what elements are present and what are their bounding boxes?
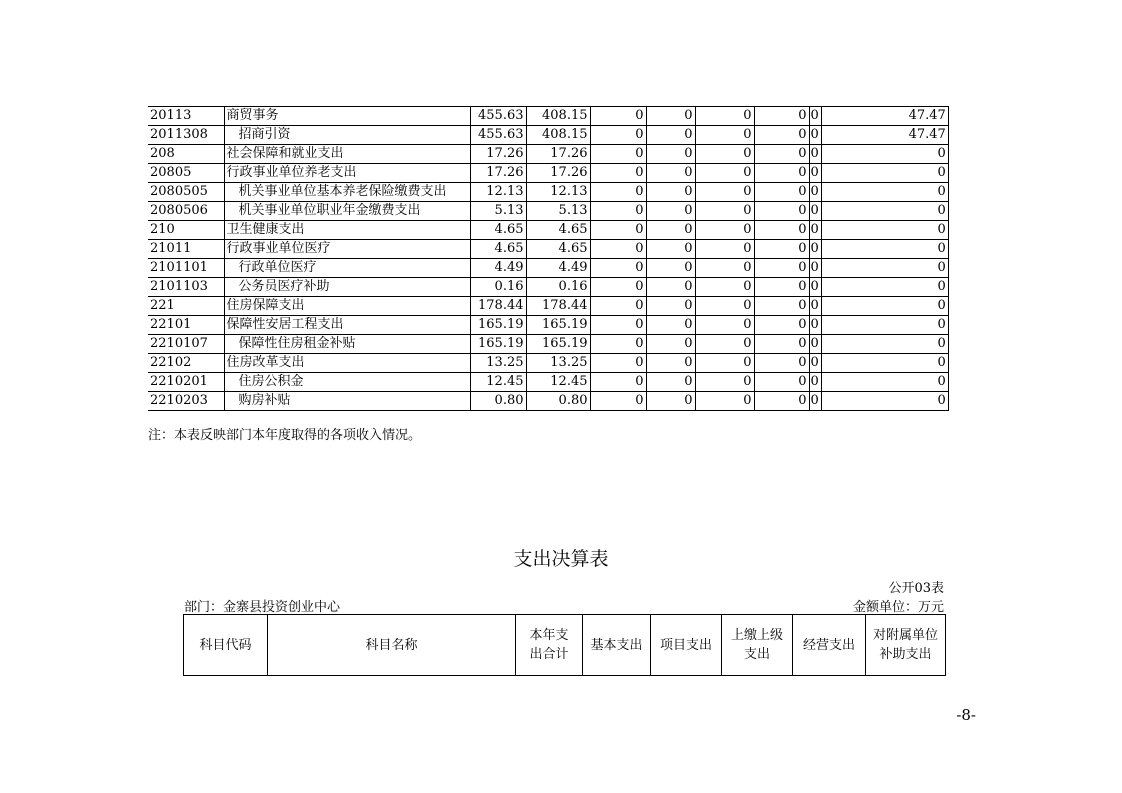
table-note: 注：本表反映部门本年度取得的各项收入情况。 xyxy=(148,428,422,443)
value-cell: 0 xyxy=(646,297,695,316)
value-cell: 12.13 xyxy=(470,183,526,202)
value-cell: 0.16 xyxy=(470,278,526,297)
value-cell: 0 xyxy=(695,107,754,126)
header-affiliate-text: 对附属单位补助支出 xyxy=(872,628,938,662)
value-cell: 0 xyxy=(821,202,948,221)
page-title: 支出决算表 xyxy=(513,548,609,570)
value-cell: 0 xyxy=(590,335,646,354)
value-cell: 0 xyxy=(646,107,695,126)
value-cell: 0.16 xyxy=(526,278,590,297)
value-cell: 0 xyxy=(590,354,646,373)
value-cell: 0 xyxy=(821,164,948,183)
subject-name-cell: 招商引资 xyxy=(224,126,470,145)
value-cell: 0 xyxy=(754,107,809,126)
amount-unit-label: 金额单位：万元 xyxy=(852,600,944,615)
value-cell: 0 xyxy=(590,126,646,145)
expenditure-table xyxy=(183,614,946,676)
table-row xyxy=(148,183,948,202)
table-row xyxy=(148,278,948,297)
header-superior-payment xyxy=(722,615,793,676)
value-cell: 455.63 xyxy=(470,126,526,145)
value-cell: 5.13 xyxy=(526,202,590,221)
subject-name-cell: 购房补贴 xyxy=(224,392,470,411)
subject-name-cell: 机关事业单位基本养老保险缴费支出 xyxy=(224,183,470,202)
subject-code-cell: 2210107 xyxy=(148,335,224,354)
subject-name-cell: 卫生健康支出 xyxy=(224,221,470,240)
table-row xyxy=(148,145,948,164)
table-row xyxy=(148,373,948,392)
value-cell: 0 xyxy=(809,316,821,335)
value-cell: 0 xyxy=(590,259,646,278)
table-row xyxy=(148,316,948,335)
value-cell: 17.26 xyxy=(470,145,526,164)
value-cell: 0 xyxy=(695,259,754,278)
value-cell: 0 xyxy=(754,297,809,316)
value-cell: 408.15 xyxy=(526,126,590,145)
value-cell: 0 xyxy=(646,335,695,354)
subject-code-cell: 2011308 xyxy=(148,126,224,145)
header-total-text: 本年支出合计 xyxy=(529,628,569,662)
value-cell: 0 xyxy=(590,145,646,164)
subject-code-cell: 21011 xyxy=(148,240,224,259)
value-cell: 0 xyxy=(695,316,754,335)
value-cell: 178.44 xyxy=(526,297,590,316)
value-cell: 17.26 xyxy=(470,164,526,183)
value-cell: 4.65 xyxy=(470,240,526,259)
value-cell: 0 xyxy=(809,240,821,259)
value-cell: 0 xyxy=(754,373,809,392)
value-cell: 0 xyxy=(754,202,809,221)
value-cell: 0 xyxy=(809,221,821,240)
value-cell: 0 xyxy=(590,164,646,183)
value-cell: 0 xyxy=(695,145,754,164)
value-cell: 408.15 xyxy=(526,107,590,126)
value-cell: 165.19 xyxy=(526,316,590,335)
value-cell: 0 xyxy=(754,316,809,335)
value-cell: 0 xyxy=(821,392,948,411)
value-cell: 17.26 xyxy=(526,164,590,183)
value-cell: 0 xyxy=(590,373,646,392)
value-cell: 4.49 xyxy=(470,259,526,278)
value-cell: 13.25 xyxy=(470,354,526,373)
value-cell: 0 xyxy=(754,164,809,183)
value-cell: 0 xyxy=(590,183,646,202)
subject-code-cell: 2101101 xyxy=(148,259,224,278)
value-cell: 165.19 xyxy=(470,335,526,354)
subject-name-cell: 行政事业单位养老支出 xyxy=(224,164,470,183)
value-cell: 0 xyxy=(821,297,948,316)
value-cell: 0 xyxy=(821,316,948,335)
value-cell: 0 xyxy=(809,164,821,183)
value-cell: 0 xyxy=(821,221,948,240)
table-row xyxy=(148,202,948,221)
value-cell: 0 xyxy=(809,373,821,392)
value-cell: 0 xyxy=(590,297,646,316)
value-cell: 0 xyxy=(754,392,809,411)
value-cell: 165.19 xyxy=(526,335,590,354)
value-cell: 0 xyxy=(754,354,809,373)
header-total-expenditure xyxy=(516,615,583,676)
value-cell: 5.13 xyxy=(470,202,526,221)
value-cell: 0 xyxy=(754,240,809,259)
value-cell: 0 xyxy=(695,164,754,183)
value-cell: 455.63 xyxy=(470,107,526,126)
subject-code-cell: 2210201 xyxy=(148,373,224,392)
table-row xyxy=(148,392,948,411)
subject-code-cell: 221 xyxy=(148,297,224,316)
value-cell: 0 xyxy=(821,183,948,202)
header-subject-code: 科目代码 xyxy=(184,615,268,676)
value-cell: 0 xyxy=(695,183,754,202)
header-business-expenditure: 经营支出 xyxy=(793,615,866,676)
subject-code-cell: 22102 xyxy=(148,354,224,373)
value-cell: 0 xyxy=(821,335,948,354)
value-cell: 0 xyxy=(809,107,821,126)
subject-name-cell: 住房改革支出 xyxy=(224,354,470,373)
department-label: 部门：金寨县投资创业中心 xyxy=(184,600,341,615)
value-cell: 0 xyxy=(646,183,695,202)
value-cell: 13.25 xyxy=(526,354,590,373)
value-cell: 0 xyxy=(646,278,695,297)
table-row xyxy=(148,240,948,259)
value-cell: 0 xyxy=(695,240,754,259)
value-cell: 0 xyxy=(646,126,695,145)
subject-code-cell: 20113 xyxy=(148,107,224,126)
page-number: -8- xyxy=(956,706,976,724)
subject-code-cell: 20805 xyxy=(148,164,224,183)
value-cell: 12.13 xyxy=(526,183,590,202)
table-row xyxy=(148,354,948,373)
value-cell: 0 xyxy=(821,278,948,297)
subject-code-cell: 208 xyxy=(148,145,224,164)
header-basic-expenditure: 基本支出 xyxy=(583,615,651,676)
value-cell: 0 xyxy=(646,373,695,392)
value-cell: 0 xyxy=(590,240,646,259)
subject-name-cell: 行政单位医疗 xyxy=(224,259,470,278)
value-cell: 0 xyxy=(590,316,646,335)
subject-code-cell: 2080506 xyxy=(148,202,224,221)
value-cell: 0 xyxy=(695,202,754,221)
header-superior-text: 上缴上级支出 xyxy=(730,628,783,662)
value-cell: 17.26 xyxy=(526,145,590,164)
value-cell: 4.49 xyxy=(526,259,590,278)
subject-name-cell: 社会保障和就业支出 xyxy=(224,145,470,164)
value-cell: 0 xyxy=(821,354,948,373)
value-cell: 0 xyxy=(695,335,754,354)
value-cell: 0.80 xyxy=(526,392,590,411)
header-project-expenditure: 项目支出 xyxy=(651,615,722,676)
value-cell: 0 xyxy=(809,202,821,221)
value-cell: 0 xyxy=(754,278,809,297)
table-row xyxy=(148,335,948,354)
table-row xyxy=(148,259,948,278)
subject-code-cell: 22101 xyxy=(148,316,224,335)
subject-name-cell: 住房保障支出 xyxy=(224,297,470,316)
subject-code-cell: 2101103 xyxy=(148,278,224,297)
value-cell: 0 xyxy=(695,278,754,297)
table-row xyxy=(148,221,948,240)
value-cell: 0 xyxy=(754,145,809,164)
value-cell: 0 xyxy=(590,392,646,411)
value-cell: 0 xyxy=(754,335,809,354)
header-affiliate-subsidy xyxy=(866,615,946,676)
header-subject-name: 科目名称 xyxy=(268,615,516,676)
value-cell: 0 xyxy=(809,392,821,411)
subject-name-cell: 保障性安居工程支出 xyxy=(224,316,470,335)
value-cell: 0 xyxy=(590,278,646,297)
value-cell: 0 xyxy=(646,145,695,164)
subject-name-cell: 机关事业单位职业年金缴费支出 xyxy=(224,202,470,221)
value-cell: 0 xyxy=(695,373,754,392)
table-row xyxy=(148,164,948,183)
value-cell: 0 xyxy=(646,240,695,259)
value-cell: 0 xyxy=(590,202,646,221)
value-cell: 0 xyxy=(646,354,695,373)
value-cell: 0 xyxy=(646,164,695,183)
value-cell: 0 xyxy=(695,297,754,316)
value-cell: 0 xyxy=(809,183,821,202)
table-row xyxy=(148,107,948,126)
value-cell: 0 xyxy=(754,183,809,202)
subject-code-cell: 210 xyxy=(148,221,224,240)
value-cell: 0 xyxy=(590,221,646,240)
value-cell: 47.47 xyxy=(821,107,948,126)
table-row xyxy=(148,126,948,145)
subject-name-cell: 公务员医疗补助 xyxy=(224,278,470,297)
table-number: 公开03表 xyxy=(888,581,944,596)
value-cell: 0 xyxy=(646,392,695,411)
value-cell: 0 xyxy=(754,259,809,278)
value-cell: 0 xyxy=(821,259,948,278)
value-cell: 0 xyxy=(646,202,695,221)
value-cell: 47.47 xyxy=(821,126,948,145)
value-cell: 0 xyxy=(821,240,948,259)
value-cell: 4.65 xyxy=(526,240,590,259)
value-cell: 12.45 xyxy=(470,373,526,392)
value-cell: 4.65 xyxy=(470,221,526,240)
value-cell: 0 xyxy=(695,221,754,240)
value-cell: 0 xyxy=(809,278,821,297)
value-cell: 0 xyxy=(646,259,695,278)
value-cell: 0 xyxy=(695,392,754,411)
value-cell: 0 xyxy=(646,221,695,240)
value-cell: 12.45 xyxy=(526,373,590,392)
value-cell: 0 xyxy=(821,145,948,164)
subject-code-cell: 2080505 xyxy=(148,183,224,202)
value-cell: 0 xyxy=(754,221,809,240)
value-cell: 0 xyxy=(809,145,821,164)
value-cell: 0 xyxy=(754,126,809,145)
value-cell: 0 xyxy=(695,126,754,145)
subject-name-cell: 保障性住房租金补贴 xyxy=(224,335,470,354)
subject-code-cell: 2210203 xyxy=(148,392,224,411)
table-row xyxy=(148,297,948,316)
value-cell: 0 xyxy=(809,297,821,316)
value-cell: 0 xyxy=(809,126,821,145)
subject-name-cell: 行政事业单位医疗 xyxy=(224,240,470,259)
value-cell: 0 xyxy=(646,316,695,335)
subject-name-cell: 商贸事务 xyxy=(224,107,470,126)
value-cell: 0 xyxy=(821,373,948,392)
value-cell: 165.19 xyxy=(470,316,526,335)
value-cell: 0 xyxy=(809,335,821,354)
value-cell: 0.80 xyxy=(470,392,526,411)
value-cell: 0 xyxy=(695,354,754,373)
value-cell: 0 xyxy=(809,259,821,278)
value-cell: 4.65 xyxy=(526,221,590,240)
value-cell: 178.44 xyxy=(470,297,526,316)
subject-name-cell: 住房公积金 xyxy=(224,373,470,392)
income-table-continued xyxy=(148,106,949,411)
value-cell: 0 xyxy=(590,107,646,126)
value-cell: 0 xyxy=(809,354,821,373)
